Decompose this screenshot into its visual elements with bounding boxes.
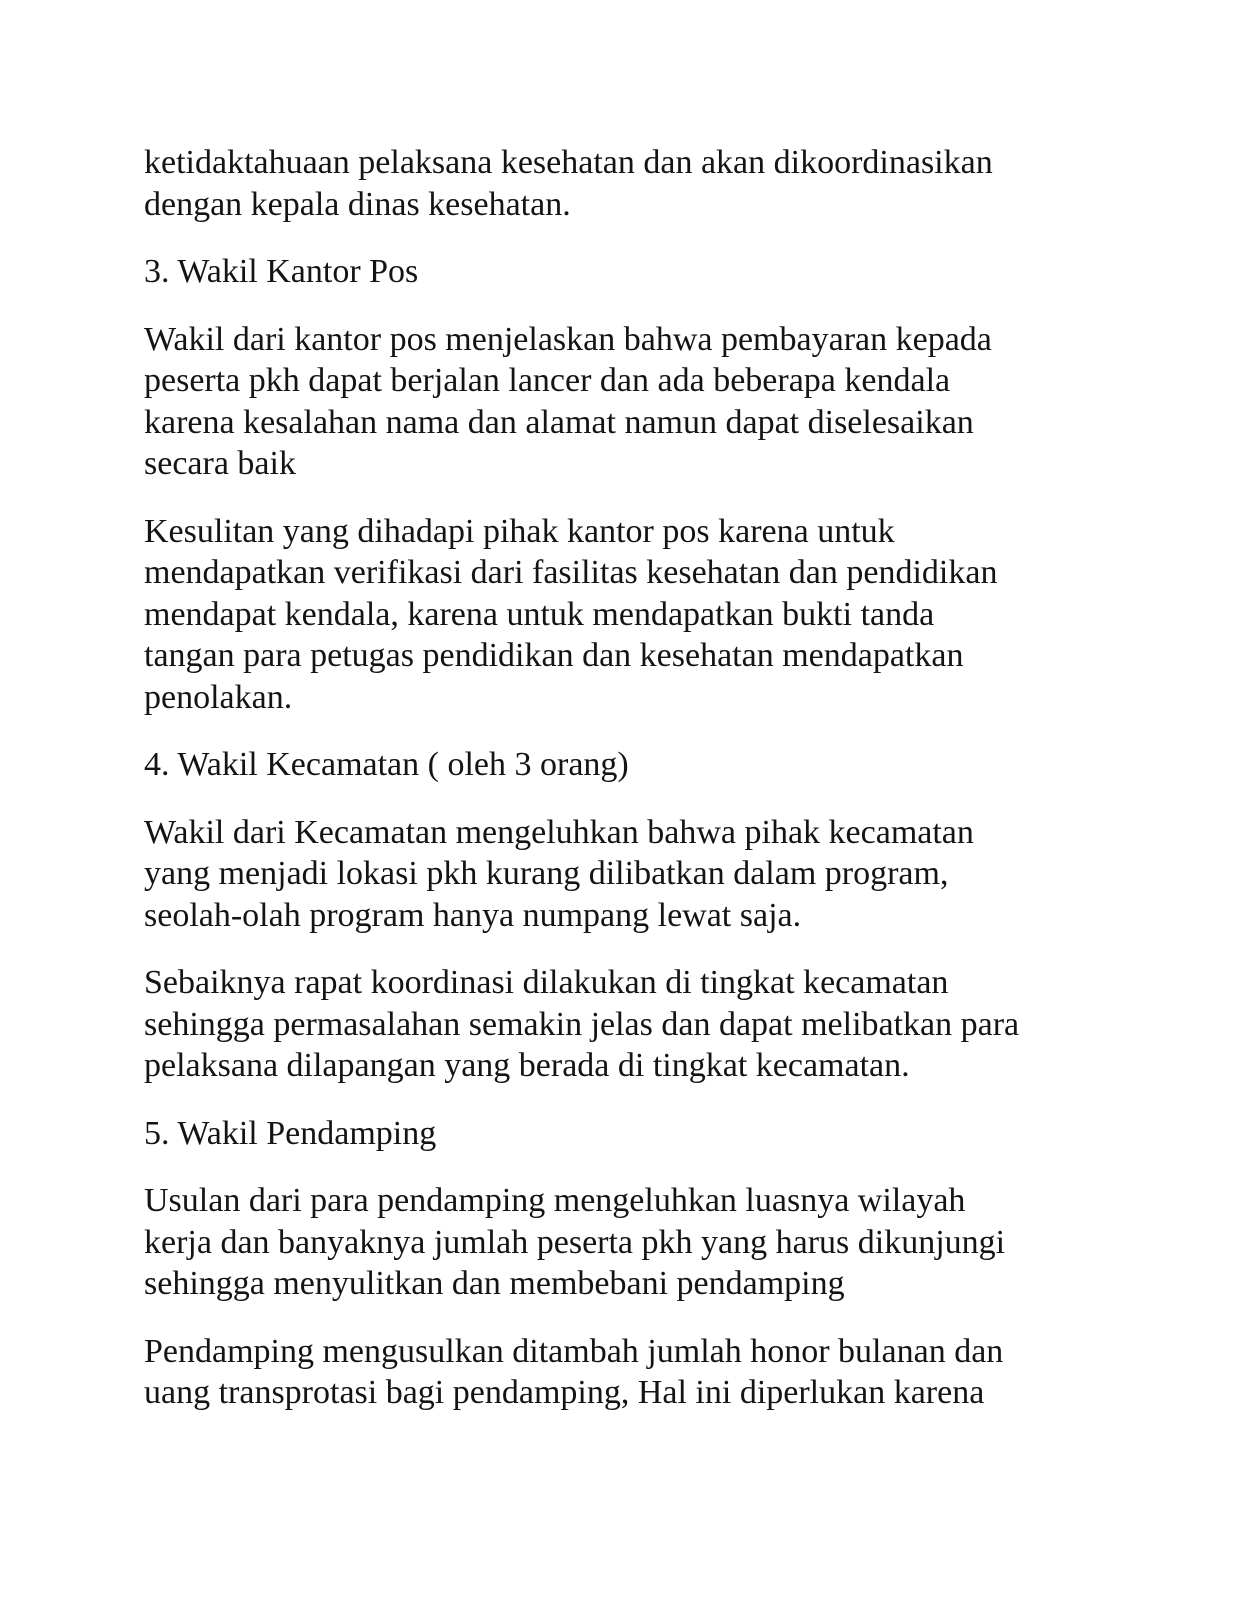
- paragraph-kecamatan-suggestion: [144, 962, 1084, 1087]
- text-line: seolah-olah program hanya numpang lewat saja.: [144, 896, 802, 934]
- text-line: Wakil dari kantor pos menjelaskan bahwa pembayaran kepada: [144, 320, 992, 358]
- text-line: kerja dan banyaknya jumlah peserta pkh yang harus dikunjungi: [144, 1223, 1006, 1261]
- text-line: sehingga menyulitkan dan membebani pendamping: [144, 1265, 845, 1302]
- text-line: tangan para petugas pendidikan dan kesehatan mendapatkan: [144, 637, 964, 674]
- text-line: penolakan.: [144, 678, 293, 716]
- text-line: peserta pkh dapat berjalan lancer dan ada beberapa kendala: [144, 362, 951, 399]
- text-line: Wakil dari Kecamatan mengeluhkan bahwa pihak kecamatan: [144, 813, 974, 851]
- text-line: Sebaiknya rapat koordinasi dilakukan di tingkat kecamatan: [144, 964, 949, 1001]
- paragraph-kantor-pos-payment: [144, 319, 1084, 485]
- text-line: dengan kepala dinas kesehatan.: [144, 185, 571, 223]
- text-line: Pendamping mengusulkan ditambah jumlah honor bulanan dan: [144, 1332, 1004, 1370]
- paragraph-pendamping-complaint: [144, 1180, 1084, 1305]
- paragraph-kecamatan-complaint: [144, 812, 1084, 937]
- text-line: Usulan dari para pendamping mengeluhkan luasnya wilayah: [144, 1182, 966, 1219]
- section-heading-kecamatan: [144, 744, 1084, 786]
- text-line: uang transprotasi bagi pendamping, Hal ini diperlukan karena: [144, 1374, 985, 1411]
- text-line: secara baik: [144, 445, 296, 482]
- heading-text: 3. Wakil Kantor Pos: [144, 253, 419, 290]
- text-line: ketidaktahuaan pelaksana kesehatan dan akan dikoordinasikan: [144, 144, 993, 181]
- text-line: yang menjadi lokasi pkh kurang dilibatkan dalam program,: [144, 855, 949, 892]
- text-line: karena kesalahan nama dan alamat namun dapat diselesaikan: [144, 403, 974, 441]
- paragraph-pendamping-proposal: [144, 1331, 1084, 1414]
- section-heading-pendamping: [144, 1113, 1084, 1155]
- section-heading-kantor-pos: [144, 251, 1084, 293]
- heading-text: 4. Wakil Kecamatan ( oleh 3 orang): [144, 746, 629, 783]
- text-line: Kesulitan yang dihadapi pihak kantor pos karena untuk: [144, 512, 895, 550]
- paragraph-kantor-pos-difficulty: [144, 511, 1084, 719]
- text-line: mendapatkan verifikasi dari fasilitas kesehatan dan pendidikan: [144, 554, 998, 591]
- document-body: [144, 142, 1084, 1440]
- heading-text: 5. Wakil Pendamping: [144, 1114, 437, 1152]
- paragraph-continuation: [144, 142, 1084, 225]
- text-line: pelaksana dilapangan yang berada di tingkat kecamatan.: [144, 1047, 910, 1084]
- text-line: mendapat kendala, karena untuk mendapatkan bukti tanda: [144, 595, 935, 633]
- text-line: sehingga permasalahan semakin jelas dan dapat melibatkan para: [144, 1005, 1020, 1043]
